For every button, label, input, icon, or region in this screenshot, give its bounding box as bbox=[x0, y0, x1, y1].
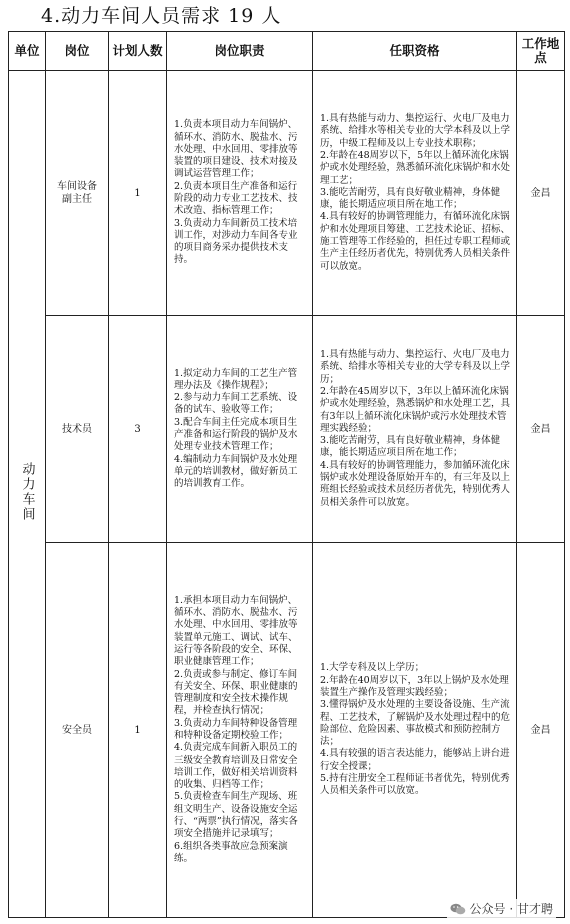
text-line: 6.组织各类事故应急预案演练。 bbox=[174, 840, 288, 864]
duties-text bbox=[174, 119, 306, 267]
duties-text bbox=[174, 368, 306, 491]
count-cell: 1 bbox=[109, 543, 167, 918]
text-line: 5.持有注册安全工程师证书者优先，特别优秀人员相关条件可以放宽。 bbox=[320, 773, 510, 797]
location-cell: 金昌 bbox=[517, 316, 565, 543]
text-line: 2.年龄在45周岁以下，3年以上循环流化床锅炉或水处理经验，熟悉锅炉和水处理工艺，具有3年以上循环流化床锅炉或污水处理技术管理实践经验； bbox=[320, 385, 511, 434]
text-line: 3.负责动力车间新员工技术培训工作，对涉动力车间各专业的项目商务采办提供技术支持。 bbox=[174, 217, 298, 266]
count-cell: 1 bbox=[109, 71, 167, 316]
duties-cell bbox=[167, 543, 313, 918]
text-line: 4.编制动力车间锅炉及水处理单元的培训教材，做好新员工的培训教育工作。 bbox=[174, 453, 298, 490]
header-duties: 岗位职责 bbox=[167, 32, 313, 71]
header-qualifications: 任职资格 bbox=[313, 32, 517, 71]
qualifications-text bbox=[320, 349, 510, 509]
count-cell: 3 bbox=[109, 316, 167, 543]
text-line: 1.大学专科及以上学历； bbox=[320, 662, 425, 674]
position-cell: 安全员 bbox=[46, 543, 109, 918]
page-title: 4.动力车间人员需求 19 人 bbox=[41, 5, 282, 27]
location-cell: 金昌 bbox=[517, 71, 565, 316]
text-line: 2.参与动力车间工艺系统、设备的试车、验收等工作； bbox=[174, 392, 298, 416]
text-line: 5.负责检查车间生产现场、班组文明生产、设备设施安全运行、“两票”执行情况，落实各项安全措施并记录填写； bbox=[174, 791, 298, 840]
duties-cell bbox=[167, 71, 313, 316]
text-line: 3.懂得锅炉及水处理的主要设备设施、生产流程、工艺技术，了解锅炉及水处理过程中的危险部位、危险因素、事故模式和预防控制方法； bbox=[320, 699, 511, 748]
unit-cell bbox=[9, 71, 46, 918]
qualifications-cell bbox=[313, 543, 517, 918]
position-cell: 技术员 bbox=[46, 316, 109, 543]
text-line: 4.负责完成车间新入职员工的三级安全教育培训及日常安全培训工作，做好相关培训资料的收集、归档等工作； bbox=[174, 742, 298, 791]
duties-cell bbox=[167, 316, 313, 543]
qualifications-text bbox=[320, 662, 510, 797]
text-line: 3.能吃苦耐劳，具有良好敬业精神，身体健康，能长期适应项目所在地工作； bbox=[320, 186, 501, 211]
table-row bbox=[9, 316, 565, 543]
text-line: 3.负责动力车间特种设备管理和特种设备定期校验工作； bbox=[174, 717, 298, 741]
table-row bbox=[9, 71, 565, 316]
header-planned-count: 计划人数 bbox=[109, 32, 167, 71]
text-line: 1.拟定动力车间的工艺生产管理办法及《操作规程》； bbox=[174, 367, 298, 391]
text-line: 2.年龄在48周岁以下，5年以上循环流化床锅炉或水处理经验，熟悉循环流化床锅炉和水处理工艺； bbox=[320, 149, 511, 186]
unit-name: 动力车间 bbox=[19, 462, 35, 522]
header-work-location: 工作地点 bbox=[517, 32, 565, 71]
text-line: 2.年龄在40周岁以下，3年以上锅炉及水处理装置生产操作及管理实践经验； bbox=[320, 674, 509, 698]
text-line: 1.具有热能与动力、集控运行、火电厂及电力系统、给排水等相关专业的大学专科及以上学历； bbox=[320, 349, 511, 385]
position-cell: 车间设备副主任 bbox=[46, 71, 109, 316]
text-line: 1.负责本项目动力车间锅炉、循环水、消防水、脱盐水、污水处理、中水回用、零排放等装置的项目建设、技术对接及调试运营管理工作； bbox=[174, 119, 298, 180]
table-header-row bbox=[9, 32, 565, 71]
watermark-text: 公众号 · 甘才聘 bbox=[469, 902, 553, 916]
header-position: 岗位 bbox=[46, 32, 109, 71]
text-line: 4.具有较好的协调管理能力，有循环流化床锅炉和水处理项目筹建、工艺技术论证、招标、施工管理等工作经验的，担任过专职工程师或生产主任经历者优先，特别优秀人员相关条件可以放宽。 bbox=[320, 211, 511, 272]
qualifications-cell bbox=[313, 316, 517, 543]
duties-text bbox=[174, 595, 306, 866]
qualifications-text bbox=[320, 113, 510, 273]
text-line: 4.具有较好的协调管理能力，参加循环流化床锅炉或水处理设备原始开车的，有三年及以上班组长经验或技术员经历者优先，特别优秀人员相关条件可以放宽。 bbox=[320, 459, 511, 508]
location-cell: 金昌 bbox=[517, 543, 565, 918]
watermark bbox=[447, 899, 556, 918]
text-line: 4.具有较强的语言表达能力，能够站上讲台进行安全授课； bbox=[320, 748, 510, 772]
table-row bbox=[9, 543, 565, 918]
text-line: 1.具有热能与动力、集控运行、火电厂及电力系统、给排水等相关专业的大学本科及以上学历，中级工程师及以上专业技术职称； bbox=[320, 113, 511, 149]
header-unit: 单位 bbox=[9, 32, 46, 71]
text-line: 3.配合车间主任完成本项目生产准备和运行阶段的锅炉及水处理专业技术管理工作； bbox=[174, 416, 298, 453]
recruitment-table bbox=[8, 31, 565, 918]
text-line: 2.负责或参与制定、修订车间有关安全、环保、职业健康的管理制度和安全技术操作规程，并检查执行情况； bbox=[174, 668, 298, 717]
text-line: 2.负责本项目生产准备和运行阶段的动力专业工艺技术、技术改造、指标管理工作； bbox=[174, 180, 298, 217]
text-line: 1.承担本项目动力车间锅炉、循环水、消防水、脱盐水、污水处理、中水回用、零排放等装置单元施工、调试、试车、运行等各阶段的安全、环保、职业健康管理工作； bbox=[174, 594, 298, 668]
text-line: 3.能吃苦耐劳，具有良好敬业精神，身体健康，能长期适应项目所在地工作； bbox=[320, 435, 501, 459]
qualifications-cell bbox=[313, 71, 517, 316]
wechat-icon bbox=[450, 903, 466, 915]
